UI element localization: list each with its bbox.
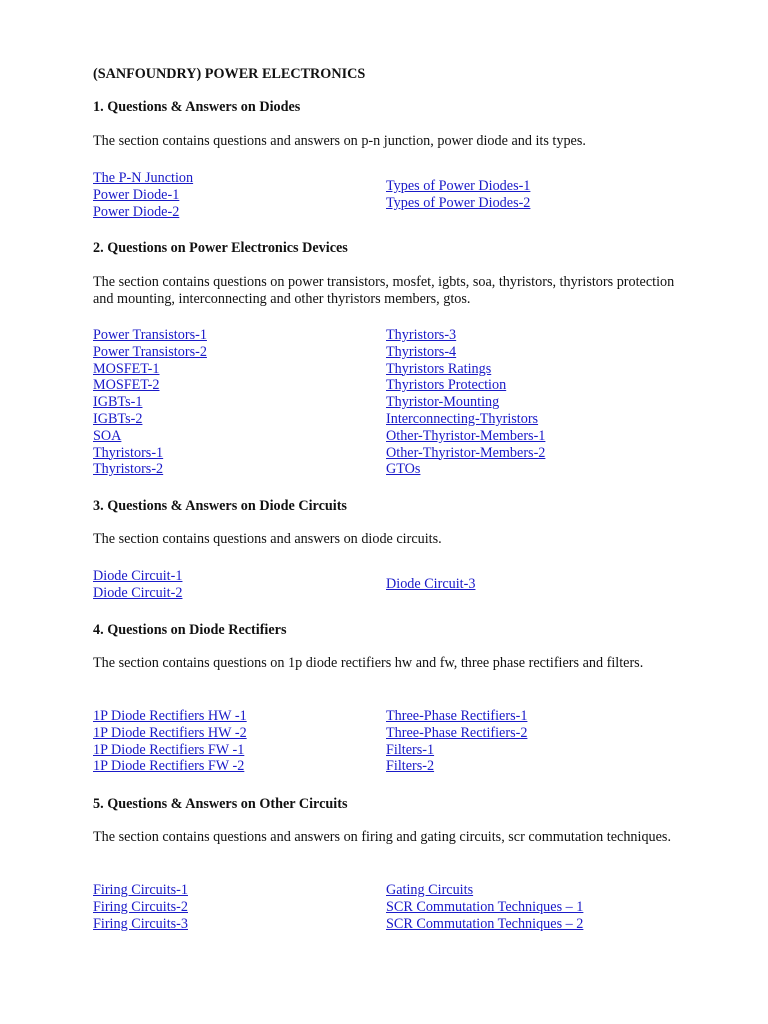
link-three-phase-rectifiers-2[interactable]: Three-Phase Rectifiers-2 (386, 724, 528, 741)
link-types-of-power-diodes-1[interactable]: Types of Power Diodes-1 (386, 178, 531, 194)
section-4-right-links (386, 708, 527, 775)
link-power-diode-1[interactable]: Power Diode-1 (93, 186, 180, 203)
section-2-right-links (386, 327, 545, 478)
link-diode-circuit-1[interactable]: Diode Circuit-1 (93, 568, 183, 584)
section-1-description: The section contains questions and answers on p-n junction, power diode and its types. (93, 133, 586, 149)
link-thyristors-4[interactable]: Thyristors-4 (386, 343, 457, 360)
section-4-heading: 4. Questions on Diode Rectifiers (93, 622, 287, 638)
link-thyristors-3[interactable]: Thyristors-3 (386, 327, 457, 343)
section-2-left-links (93, 327, 207, 478)
link-power-diode-2[interactable]: Power Diode-2 (93, 203, 180, 220)
link-power-transistors-1[interactable]: Power Transistors-1 (93, 327, 207, 343)
link-p-n-junction[interactable]: The P-N Junction (93, 170, 194, 186)
section-5-right-links (386, 882, 583, 932)
link-gating-circuits[interactable]: Gating Circuits (386, 882, 474, 898)
section-3-heading: 3. Questions & Answers on Diode Circuits (93, 498, 347, 514)
link-gtos[interactable]: GTOs (386, 461, 421, 478)
section-5-description: The section contains questions and answers on firing and gating circuits, scr commutation techniques. (93, 829, 672, 845)
link-mosfet-1[interactable]: MOSFET-1 (93, 360, 160, 377)
section-3-left-links (93, 568, 182, 602)
link-soa[interactable]: SOA (93, 427, 122, 444)
link-igbts-2[interactable]: IGBTs-2 (93, 410, 143, 427)
link-scr-commutation-techniques-1[interactable]: SCR Commutation Techniques – 1 (386, 898, 584, 915)
link-thyristor-mounting[interactable]: Thyristor-Mounting (386, 394, 500, 411)
link-thyristors-1[interactable]: Thyristors-1 (93, 444, 164, 461)
section-5-left-links (93, 882, 188, 932)
section-2-description: The section contains questions on power transistors, mosfet, igbts, soa, thyristors, thyristors protection and mounting, interconnecting and other thyristors members, gtos. (93, 274, 675, 307)
link-firing-circuits-1[interactable]: Firing Circuits-1 (93, 882, 188, 898)
link-1p-diode-rectifiers-fw-2[interactable]: 1P Diode Rectifiers FW -2 (93, 758, 245, 775)
link-power-transistors-2[interactable]: Power Transistors-2 (93, 343, 207, 360)
section-2-heading: 2. Questions on Power Electronics Devices (93, 240, 348, 256)
link-mosfet-2[interactable]: MOSFET-2 (93, 377, 160, 394)
link-diode-circuit-3[interactable]: Diode Circuit-3 (386, 576, 476, 592)
link-thyristors-protection[interactable]: Thyristors Protection (386, 377, 507, 394)
link-filters-2[interactable]: Filters-2 (386, 758, 435, 775)
link-types-of-power-diodes-2[interactable]: Types of Power Diodes-2 (386, 194, 531, 211)
link-other-thyristor-members-1[interactable]: Other-Thyristor-Members-1 (386, 427, 546, 444)
link-diode-circuit-2[interactable]: Diode Circuit-2 (93, 584, 183, 601)
link-firing-circuits-3[interactable]: Firing Circuits-3 (93, 915, 188, 932)
section-4-description: The section contains questions on 1p diode rectifiers hw and fw, three phase rectifiers and filters. (93, 655, 644, 671)
link-filters-1[interactable]: Filters-1 (386, 741, 435, 758)
section-1-left-links (93, 170, 193, 220)
link-three-phase-rectifiers-1[interactable]: Three-Phase Rectifiers-1 (386, 708, 528, 724)
link-1p-diode-rectifiers-hw-1[interactable]: 1P Diode Rectifiers HW -1 (93, 708, 247, 724)
link-1p-diode-rectifiers-hw-2[interactable]: 1P Diode Rectifiers HW -2 (93, 724, 247, 741)
link-igbts-1[interactable]: IGBTs-1 (93, 394, 143, 411)
link-other-thyristor-members-2[interactable]: Other-Thyristor-Members-2 (386, 444, 546, 461)
section-3-right-links (386, 576, 475, 593)
link-thyristors-ratings[interactable]: Thyristors Ratings (386, 360, 492, 377)
document-title: (SANFOUNDRY) POWER ELECTRONICS (93, 66, 366, 82)
section-1-right-links (386, 178, 530, 212)
section-1-heading: 1. Questions & Answers on Diodes (93, 99, 301, 115)
link-interconnecting-thyristors[interactable]: Interconnecting-Thyristors (386, 410, 539, 427)
link-firing-circuits-2[interactable]: Firing Circuits-2 (93, 898, 188, 915)
section-5-heading: 5. Questions & Answers on Other Circuits (93, 796, 348, 812)
link-scr-commutation-techniques-2[interactable]: SCR Commutation Techniques – 2 (386, 915, 584, 932)
link-thyristors-2[interactable]: Thyristors-2 (93, 461, 164, 478)
section-3-description: The section contains questions and answers on diode circuits. (93, 531, 442, 547)
link-1p-diode-rectifiers-fw-1[interactable]: 1P Diode Rectifiers FW -1 (93, 741, 245, 758)
section-4-left-links (93, 708, 247, 775)
